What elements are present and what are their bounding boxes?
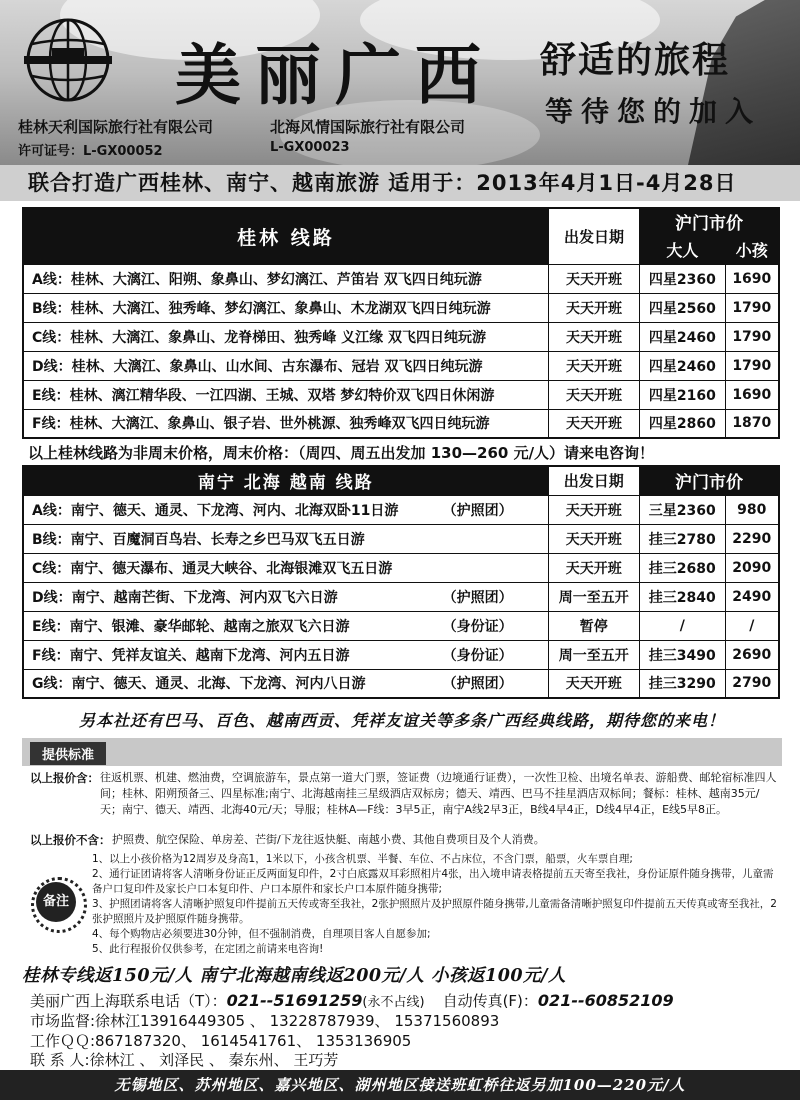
license-number-guilin: 许可证号：L-GX00052 [18,144,163,159]
table-row [23,553,779,582]
price-includes [30,770,780,828]
child-price: 2690 [725,640,779,669]
route-name: G线：南宁、德天、通灵、北海、下龙湾、河内八日游 [23,669,443,698]
route-tag: （护照团） [443,669,548,698]
departure-date: 天天开班 [548,351,639,380]
adult-price: 挂三2840 [639,582,725,611]
route-name: F线：桂林、大漓江、象鼻山、银子岩、世外桃源、独秀峰双飞四日纯玩游 [23,409,548,438]
contact-phone-line [30,990,674,1011]
route-name: B线：南宁、百魔洞百鸟岩、长寿之乡巴马双飞五日游 [23,524,443,553]
route-tag: （身份证） [443,640,548,669]
departure-date: 周一至五开 [548,582,639,611]
adult-price: 挂三3490 [639,640,725,669]
company-name-guilin: 桂林天利国际旅行社有限公司 [18,118,214,136]
child-price: 1870 [725,409,779,438]
child-price: 2490 [725,582,779,611]
route-name: D线：桂林、大漓江、象鼻山、山水间、古东瀑布、冠岩 双飞四日纯玩游 [23,351,548,380]
route-name: B线：桂林、大漓江、独秀峰、梦幻漓江、象鼻山、木龙湖双飞四日纯玩游 [23,293,548,322]
child-price: 2790 [725,669,779,698]
route-tag [443,524,548,553]
adult-price: 四星2460 [640,322,726,351]
column-header-date: 出发日期 [548,208,639,264]
adult-price: 四星2560 [640,293,726,322]
route-tag: （护照团） [443,582,548,611]
pickup-footer: 无锡地区、苏州地区、嘉兴地区、湖州地区接送班虹桥往返另加100—220元/人 [0,1070,800,1100]
table-row [23,669,779,698]
route-tag: （护照团） [443,495,548,524]
adult-price: / [639,611,725,640]
departure-date: 天天开班 [548,553,639,582]
page-title: 美丽广西 [175,36,495,114]
notes-list [92,852,782,957]
child-price: 1690 [725,264,779,293]
route-name: A线：桂林、大漓江、阳朔、象鼻山、梦幻漓江、芦笛岩 双飞四日纯玩游 [23,264,548,293]
adult-price: 挂三3290 [639,669,725,698]
table-row [23,409,779,438]
adult-price: 四星2860 [640,409,726,438]
route-name: C线：南宁、德天瀑布、通灵大峡谷、北海银滩双飞五日游 [23,553,443,582]
table-row [23,640,779,669]
includes-label: 以上报价含： [30,771,99,785]
fax-number[interactable]: 021--60852109 [537,991,674,1010]
adult-price: 三星2360 [639,495,725,524]
route-name: C线：桂林、大漓江、象鼻山、龙脊梯田、独秀峰 义江缘 双飞四日纯玩游 [23,322,548,351]
child-price: 980 [725,495,779,524]
child-price: 2090 [725,553,779,582]
child-price: 2290 [725,524,779,553]
table-row [23,264,779,293]
header-banner [0,0,800,165]
table-row [23,380,779,409]
departure-date: 天天开班 [548,293,639,322]
route-tag [443,553,548,582]
route-name: D线：南宁、越南芒街、下龙湾、河内双飞六日游 [23,582,443,611]
note-item: 4、每个购物店必须要进30分钟，但不强制消费，自理项目客人自愿参加; [92,928,431,940]
globe-logo-icon [22,14,114,106]
route-name: A线：南宁、德天、通灵、下龙湾、河内、北海双卧11日游 [23,495,443,524]
note-item: 5、此行程报价仅供参考，在定团之前请来电咨询! [92,943,324,955]
departure-date: 周一至五开 [548,640,639,669]
child-price: 1790 [725,293,779,322]
departure-date: 天天开班 [548,380,639,409]
note-item: 2、通行证团请将客人清晰身份证正反两面复印件，2寸白底露双耳彩照相片4张，出入境申请表格提前五天寄至我社，身份证原件随身携带，儿童需备户口复印件及家长户口本复印件、户口本原件和家长户口本原件随身携带; [92,868,774,895]
route-name: E线：南宁、银滩、豪华邮轮、越南之旅双飞六日游 [23,611,443,640]
notes-badge: 备注 [36,882,76,922]
adult-price: 挂三2680 [639,553,725,582]
table-title: 南宁 北海 越南 线路 [23,466,548,495]
table-header-row [23,208,779,235]
table-row [23,495,779,524]
license-number-beihai: L-GX00023 [270,140,350,155]
table-row [23,611,779,640]
departure-date: 天天开班 [548,264,639,293]
phone-number[interactable]: 021--51691259 [226,991,363,1010]
departure-date: 暂停 [548,611,639,640]
includes-text: 往返机票、机建、燃油费，空调旅游车，景点第一道大门票，签证费（边境通行证费），一次性卫检、出境名单表、游船费、邮轮宿标准四人间；桂林、阳朔预备三、四星标准;南宁、北海越南挂三星级酒店双标房；德天、靖西、巴马不挂星酒店双标间；餐标：桂林、越南35元/天；南宁、德天、靖西、北海40元/天；导服；桂林A—F线：3早5正，南宁A线2早3正，B线4早4正，D线4早4正，E线5早8正。 [100,771,777,816]
standards-title: 提供标准 [30,742,106,765]
table-row [23,351,779,380]
departure-date: 天天开班 [548,669,639,698]
table-row [23,582,779,611]
company-name-beihai: 北海风情国际旅行社有限公司 [270,118,466,136]
table-row [23,293,779,322]
nanning-routes-table [22,465,780,699]
departure-date: 天天开班 [548,409,639,438]
route-tag: （身份证） [443,611,548,640]
departure-date: 天天开班 [548,524,639,553]
rebate-banner: 桂林专线返150元/人 南宁北海越南线返200元/人 小孩返100元/人 [22,966,566,986]
phone-note: (永不占线) [362,995,425,1010]
child-price: / [725,611,779,640]
excludes-label: 以上报价不含： [30,833,111,847]
market-supervisor: 市场监督:徐林江13916449305 、 13228787939、 15371560893 [30,1012,500,1030]
child-price: 1690 [725,380,779,409]
standards-header [22,738,782,766]
guilin-routes-table [22,207,780,439]
adult-price: 四星2160 [640,380,726,409]
column-header-price: 沪门市价 [639,466,779,495]
departure-date: 天天开班 [548,322,639,351]
child-price: 1790 [725,351,779,380]
column-header-date: 出发日期 [548,466,639,495]
fax-label: 自动传真(F)： [442,992,538,1010]
column-header-adult: 大人 [640,235,726,264]
table-row [23,322,779,351]
contact-people: 联 系 人:徐林江 、 刘泽民 、 秦东州、 王巧芳 [30,1051,339,1069]
note-item: 1、以上小孩价格为12周岁及身高1，1米以下，小孩含机票、半餐、车位、不占床位，不含门票，船票，火车票自理; [92,853,633,865]
column-header-price: 沪门市价 [640,208,779,235]
more-routes-promo: 另本社还有巴马、百色、越南西贡、凭祥友谊关等多条广西经典线路，期待您的来电！ [78,711,725,730]
note-item: 3、护照团请将客人清晰护照复印件提前五天传或寄至我社，2张护照照片及护照原件随身携带,儿童需备清晰护照复印件提前五天传真或寄至我社，2张护照照片及护照原件随身携带。 [92,898,777,925]
adult-price: 挂三2780 [639,524,725,553]
price-excludes [30,832,780,848]
phone-label: 美丽广西上海联系电话（T）： [30,992,227,1010]
table-row [23,524,779,553]
route-name: F线：南宁、凭祥友谊关、越南下龙湾、河内五日游 [23,640,443,669]
work-qq: 工作ＱＱ:867187320、 1614541761、 1353136905 [30,1032,412,1050]
excludes-text: 护照费、航空保险、单房差、芒街/下龙往返快艇、南越小费、其他自费项目及个人消费。 [112,833,545,846]
table-title: 桂林 线路 [23,208,548,264]
column-header-child: 小孩 [725,235,779,264]
validity-banner: 联合打造广西桂林、南宁、越南旅游 适用于：2013年4月1日-4月28日 [0,165,800,201]
slogan-secondary: 等待您的加入 [545,95,762,128]
weekend-price-notice: 以上桂林线路为非周末价格，周末价格：（周四、周五出发加 130—260 元/人）请来电咨询！ [28,444,655,462]
child-price: 1790 [725,322,779,351]
adult-price: 四星2360 [640,264,726,293]
slogan-primary: 舒适的旅程 [540,39,731,81]
departure-date: 天天开班 [548,495,639,524]
table-header-row [23,466,779,495]
route-name: E线：桂林、漓江精华段、一江四湖、王城、双塔 梦幻特价双飞四日休闲游 [23,380,548,409]
adult-price: 四星2460 [640,351,726,380]
